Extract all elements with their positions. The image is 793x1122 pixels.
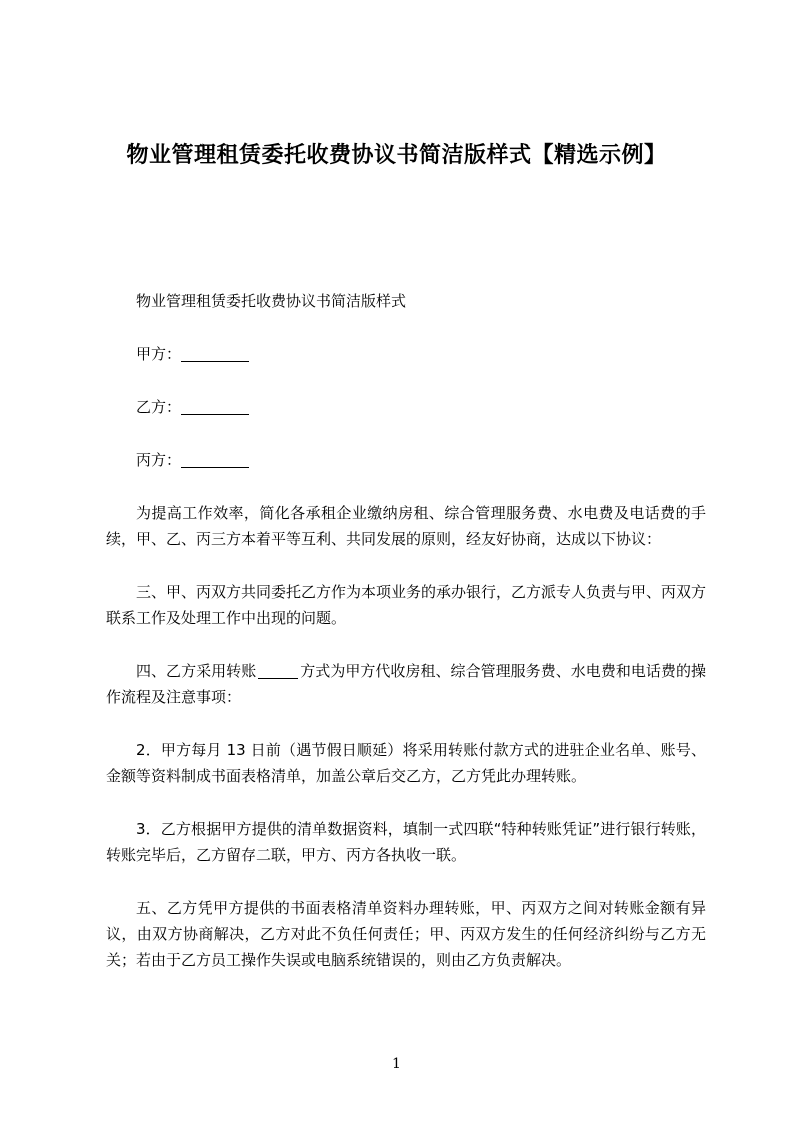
party-b-line bbox=[106, 394, 706, 420]
document-subtitle: 物业管理租赁委托收费协议书简洁版样式 bbox=[136, 292, 407, 310]
clause-4-text-before: 四、乙方采用转账 bbox=[136, 662, 257, 680]
party-a-line bbox=[106, 341, 706, 367]
intro-paragraph: 为提高工作效率，简化各承租企业缴纳房租、综合管理服务费、水电费及电话费的手续，甲、乙、丙三方本着平等互利、共同发展的原则，经友好协商，达成以下协议： bbox=[106, 504, 706, 548]
clause-4-text-after: 方式为甲方代收房租、综合管理服务费、水电费和电话费的操作流程及注意事项： bbox=[106, 662, 706, 706]
document-body bbox=[106, 288, 706, 1000]
party-c-label: 丙方： bbox=[136, 451, 182, 469]
clause-4-blank bbox=[258, 662, 298, 679]
clause-3-paragraph: 三、甲、丙双方共同委托乙方作为本项业务的承办银行，乙方派专人负责与甲、丙双方联系工作及处理工作中出现的问题。 bbox=[106, 583, 707, 627]
party-b-label: 乙方： bbox=[136, 398, 182, 416]
clause-5-paragraph: 五、乙方凭甲方提供的书面表格清单资料办理转账，甲、丙双方之间对转账金额有异议，由双方协商解决，乙方对此不负任何责任；甲、丙双方发生的任何经济纠纷与乙方无关；若由于乙方员工操作失误或电脑系统错误的，则由乙方负责解决。 bbox=[106, 899, 706, 969]
party-c-line bbox=[106, 447, 706, 473]
document-title: 物业管理租赁委托收费协议书简洁版样式【精选示例】 bbox=[126, 143, 667, 168]
item-3-paragraph: 3．乙方根据甲方提供的清单数据资料，填制一式四联“特种转账凭证”进行银行转账，转账完毕后，乙方留存二联，甲方、丙方各执收一联。 bbox=[106, 820, 706, 864]
party-c-blank bbox=[181, 451, 249, 468]
page-number: 1 bbox=[392, 1056, 401, 1072]
party-a-label: 甲方： bbox=[136, 345, 182, 363]
party-b-blank bbox=[181, 398, 249, 415]
party-a-blank bbox=[181, 345, 249, 362]
clause-4-paragraph bbox=[106, 658, 706, 710]
item-2-paragraph: 2．甲方每月 13 日前（遇节假日顺延）将采用转账付款方式的进驻企业名单、账号、金额等资料制成书面表格清单，加盖公章后交乙方，乙方凭此办理转账。 bbox=[106, 741, 706, 785]
